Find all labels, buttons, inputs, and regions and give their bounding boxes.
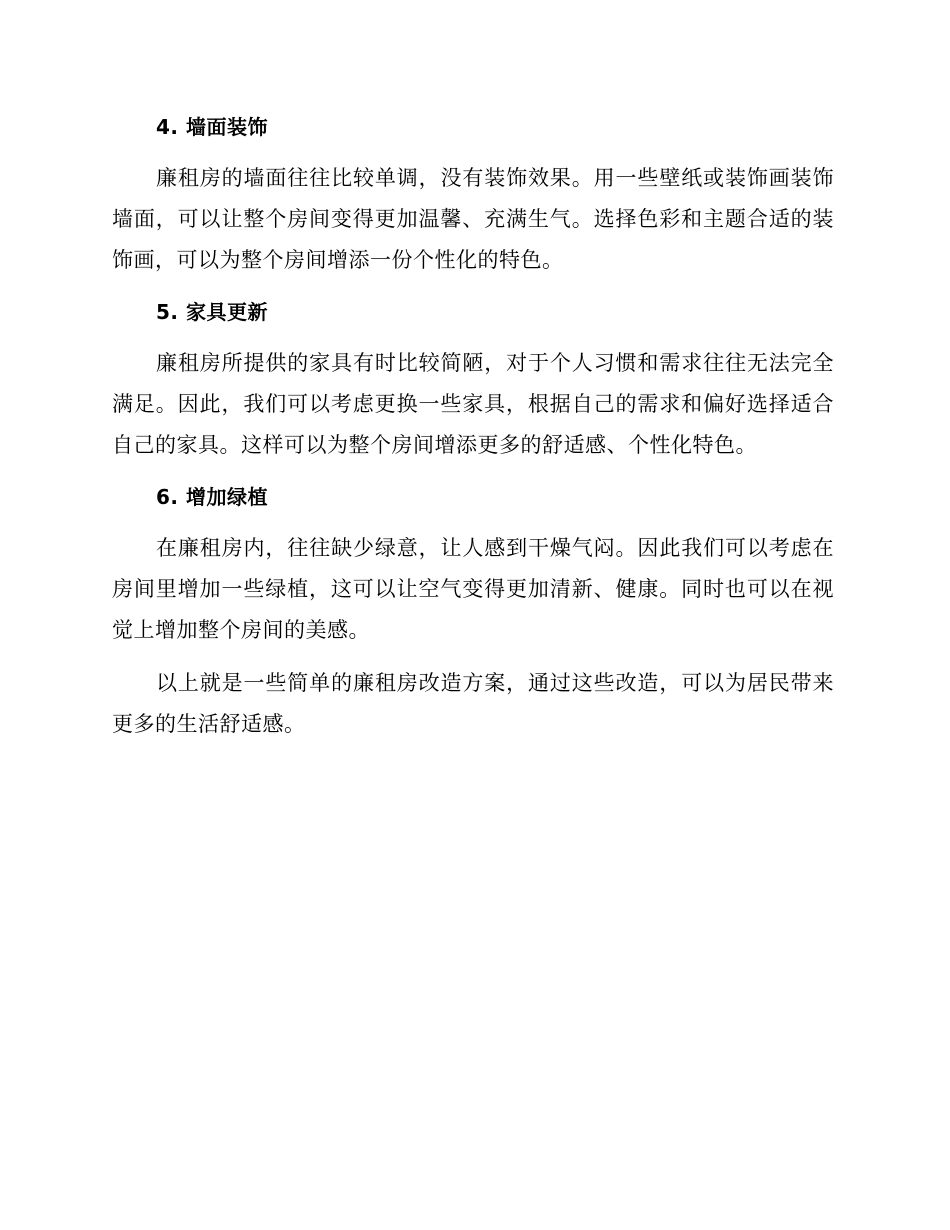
document-content [112, 108, 834, 757]
section-body-add-plants: 在廉租房内，往往缺少绿意，让人感到干燥气闷。因此我们可以考虑在房间里增加一些绿植，这可以让空气变得更加清新、健康。同时也可以在视觉上增加整个房间的美感。 [112, 536, 834, 642]
conclusion-paragraph: 以上就是一些简单的廉租房改造方案，通过这些改造，可以为居民带来更多的生活舒适感。 [112, 671, 834, 736]
section-body-wall-decoration: 廉租房的墙面往往比较单调，没有装饰效果。用一些壁纸或装饰画装饰墙面，可以让整个房间变得更加温馨、充满生气。选择色彩和主题合适的装饰画，可以为整个房间增添一份个性化的特色。 [112, 166, 834, 272]
section-heading-add-plants: 6. 增加绿植 [156, 485, 268, 509]
section-body-furniture-update: 廉租房所提供的家具有时比较简陋，对于个人习惯和需求往往无法完全满足。因此，我们可以考虑更换一些家具，根据自己的需求和偏好选择适合自己的家具。这样可以为整个房间增添更多的舒适感、个性化特色。 [112, 351, 834, 457]
section-heading-furniture-update: 5. 家具更新 [156, 300, 268, 324]
section-heading-wall-decoration: 4. 墙面装饰 [156, 115, 268, 139]
